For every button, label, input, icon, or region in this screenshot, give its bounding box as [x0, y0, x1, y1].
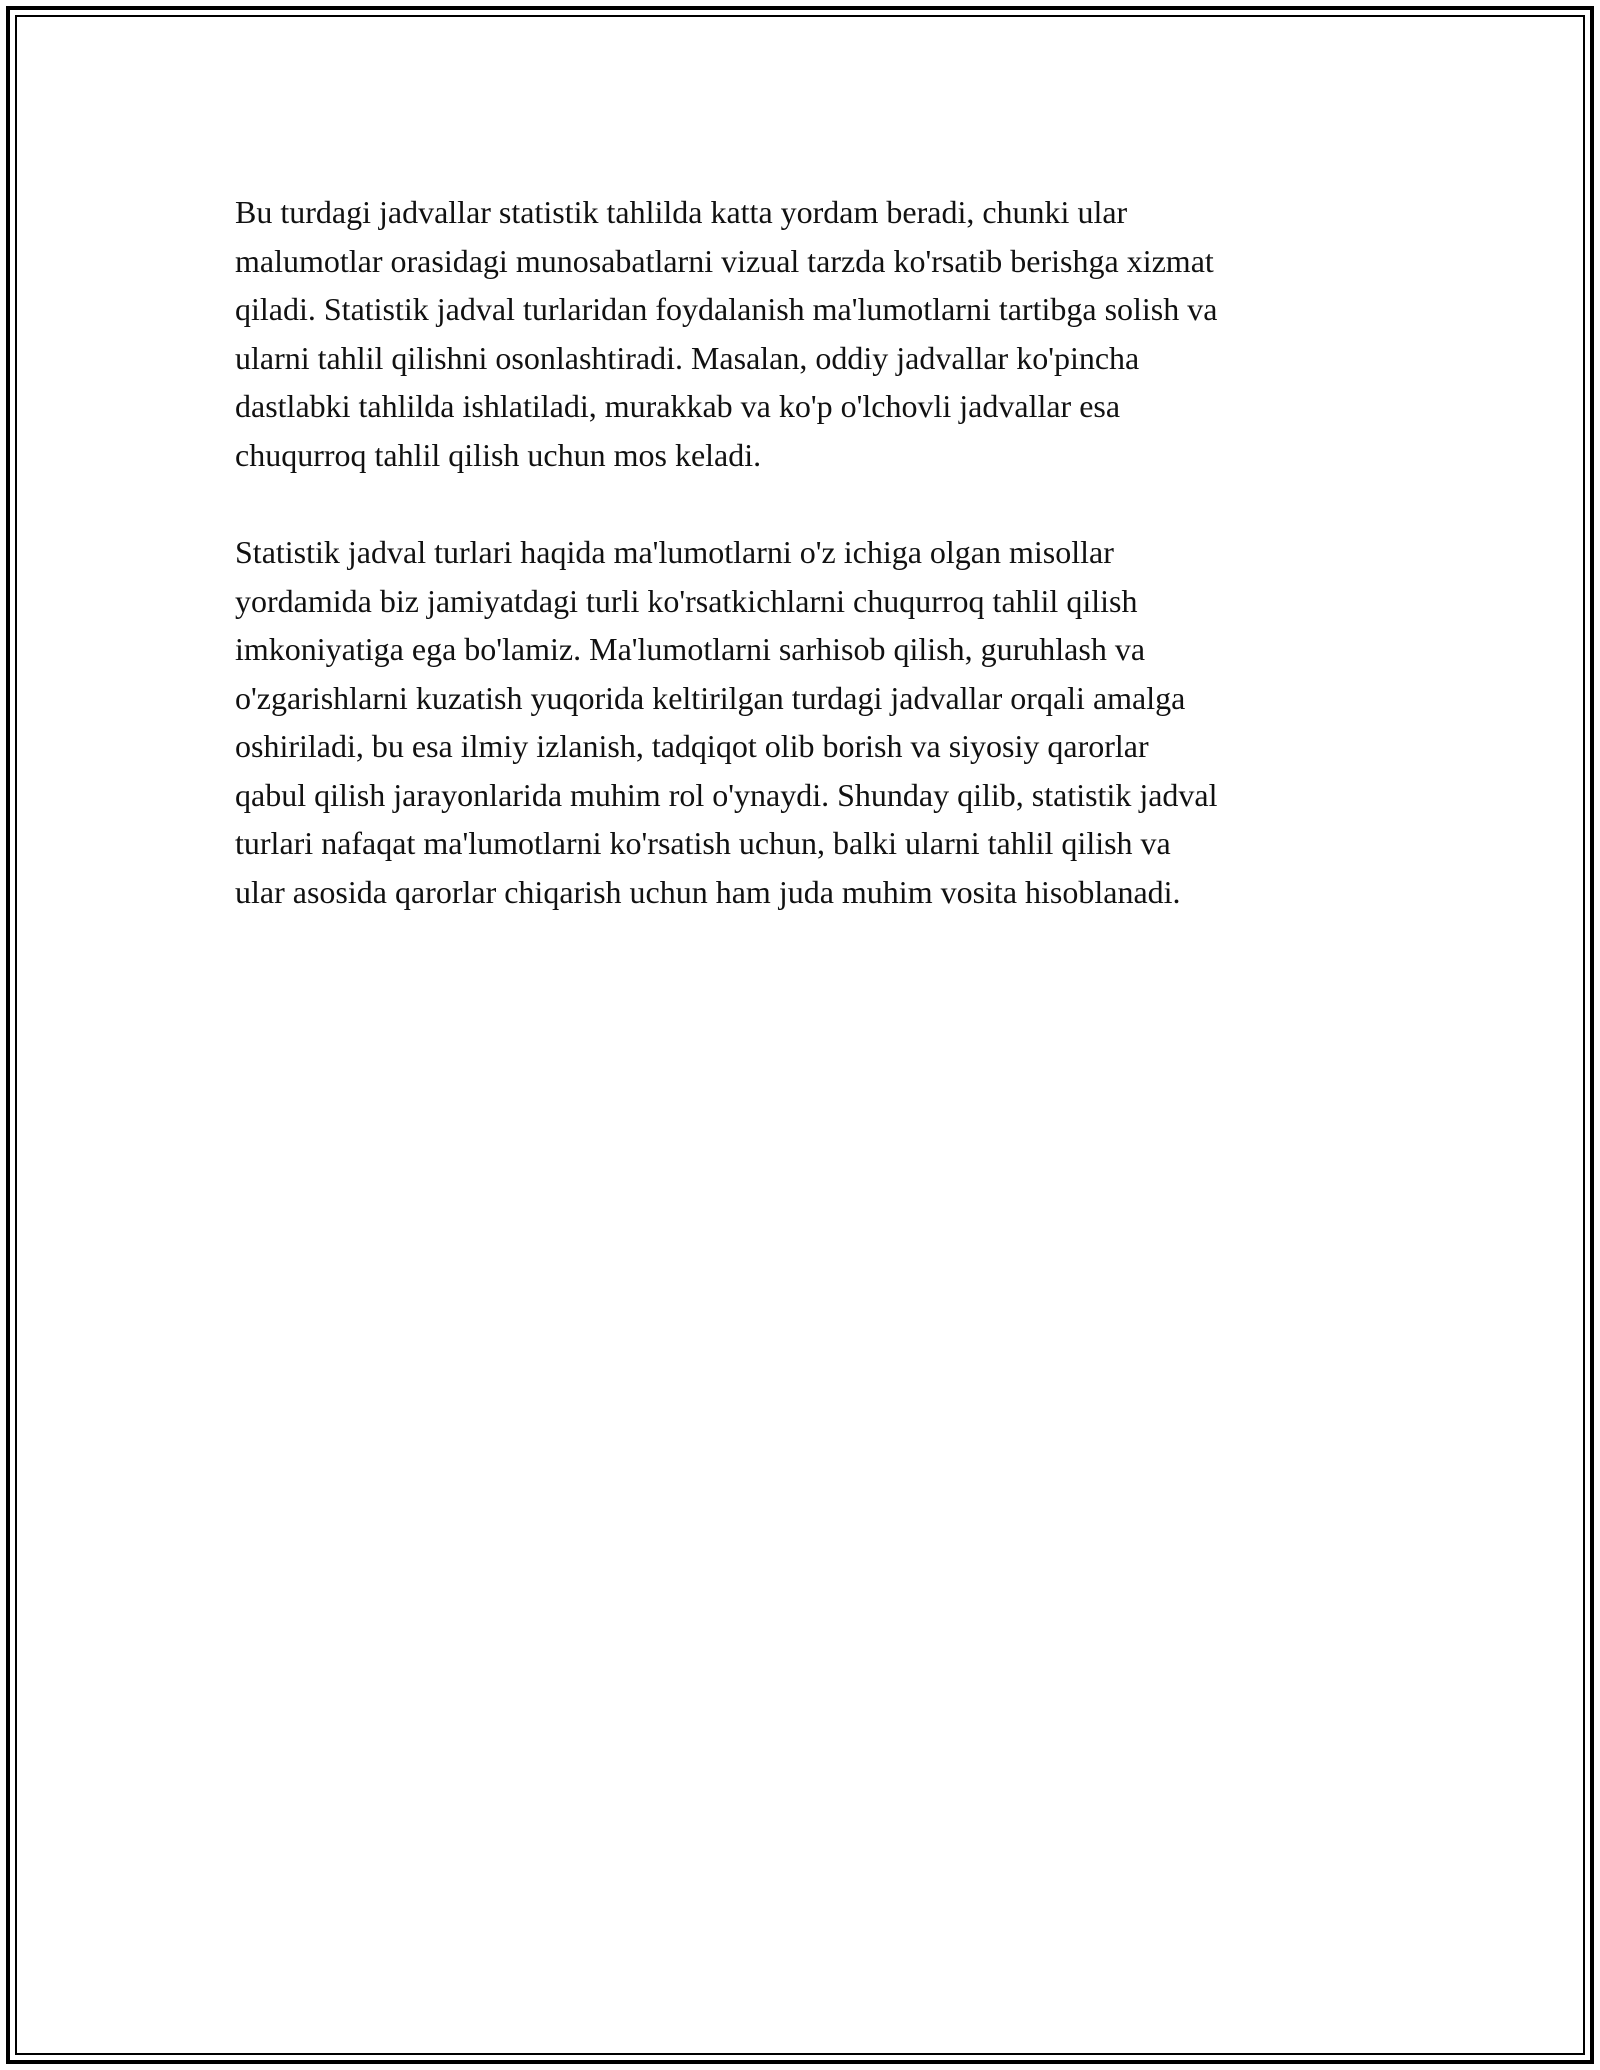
paragraph-2-line-2: yordamida biz jamiyatdagi turli ko'rsatkichlarni chuqurroq tahlil qilish: [235, 582, 1138, 619]
paragraph-2-line-3: imkoniyatiga ega bo'lamiz. Ma'lumotlarni sarhisob qilish, guruhlash va: [235, 631, 1146, 667]
paragraph-2-line-5: oshiriladi, bu esa ilmiy izlanish, tadqiqot olib borish va siyosiy qarorlar: [235, 728, 1149, 764]
paragraph-2-line-8: ular asosida qarorlar chiqarish uchun ham juda muhim vosita hisoblanadi.: [235, 873, 1181, 910]
paragraph-1-line-4: ularni tahlil qilishni osonlashtiradi. Masalan, oddiy jadvallar ko'pincha: [235, 339, 1140, 376]
paragraph-2-line-1: Statistik jadval turlari haqida ma'lumotlarni o'z ichiga olgan misollar: [235, 534, 1114, 570]
document-body: [235, 188, 1385, 916]
paragraph-2-line-6: qabul qilish jarayonlarida muhim rol o'ynaydi. Shunday qilib, statistik jadval: [235, 776, 1218, 813]
paragraph-1-line-3: qiladi. Statistik jadval turlaridan foydalanish ma'lumotlarni tartibga solish va: [235, 291, 1218, 327]
paragraph-1-line-6: chuqurroq tahlil qilish uchun mos keladi.: [235, 436, 762, 473]
paragraph-1-line-1: Bu turdagi jadvallar statistik tahlilda katta yordam beradi, chunki ular: [235, 194, 1128, 230]
paragraph-1-line-2: malumotlar orasidagi munosabatlarni vizual tarzda ko'rsatib berishga xizmat: [235, 242, 1214, 279]
paragraph-2-line-4: o'zgarishlarni kuzatish yuqorida keltirilgan turdagi jadvallar orqali amalga: [235, 679, 1186, 716]
paragraph-2: [235, 528, 1385, 916]
paragraph-1: [235, 188, 1385, 479]
paragraph-1-line-5: dastlabki tahlilda ishlatiladi, murakkab va ko'p o'lchovli jadvallar esa: [235, 388, 1121, 424]
paragraph-2-line-7: turlari nafaqat ma'lumotlarni ko'rsatish uchun, balki ularni tahlil qilish va: [235, 825, 1171, 861]
